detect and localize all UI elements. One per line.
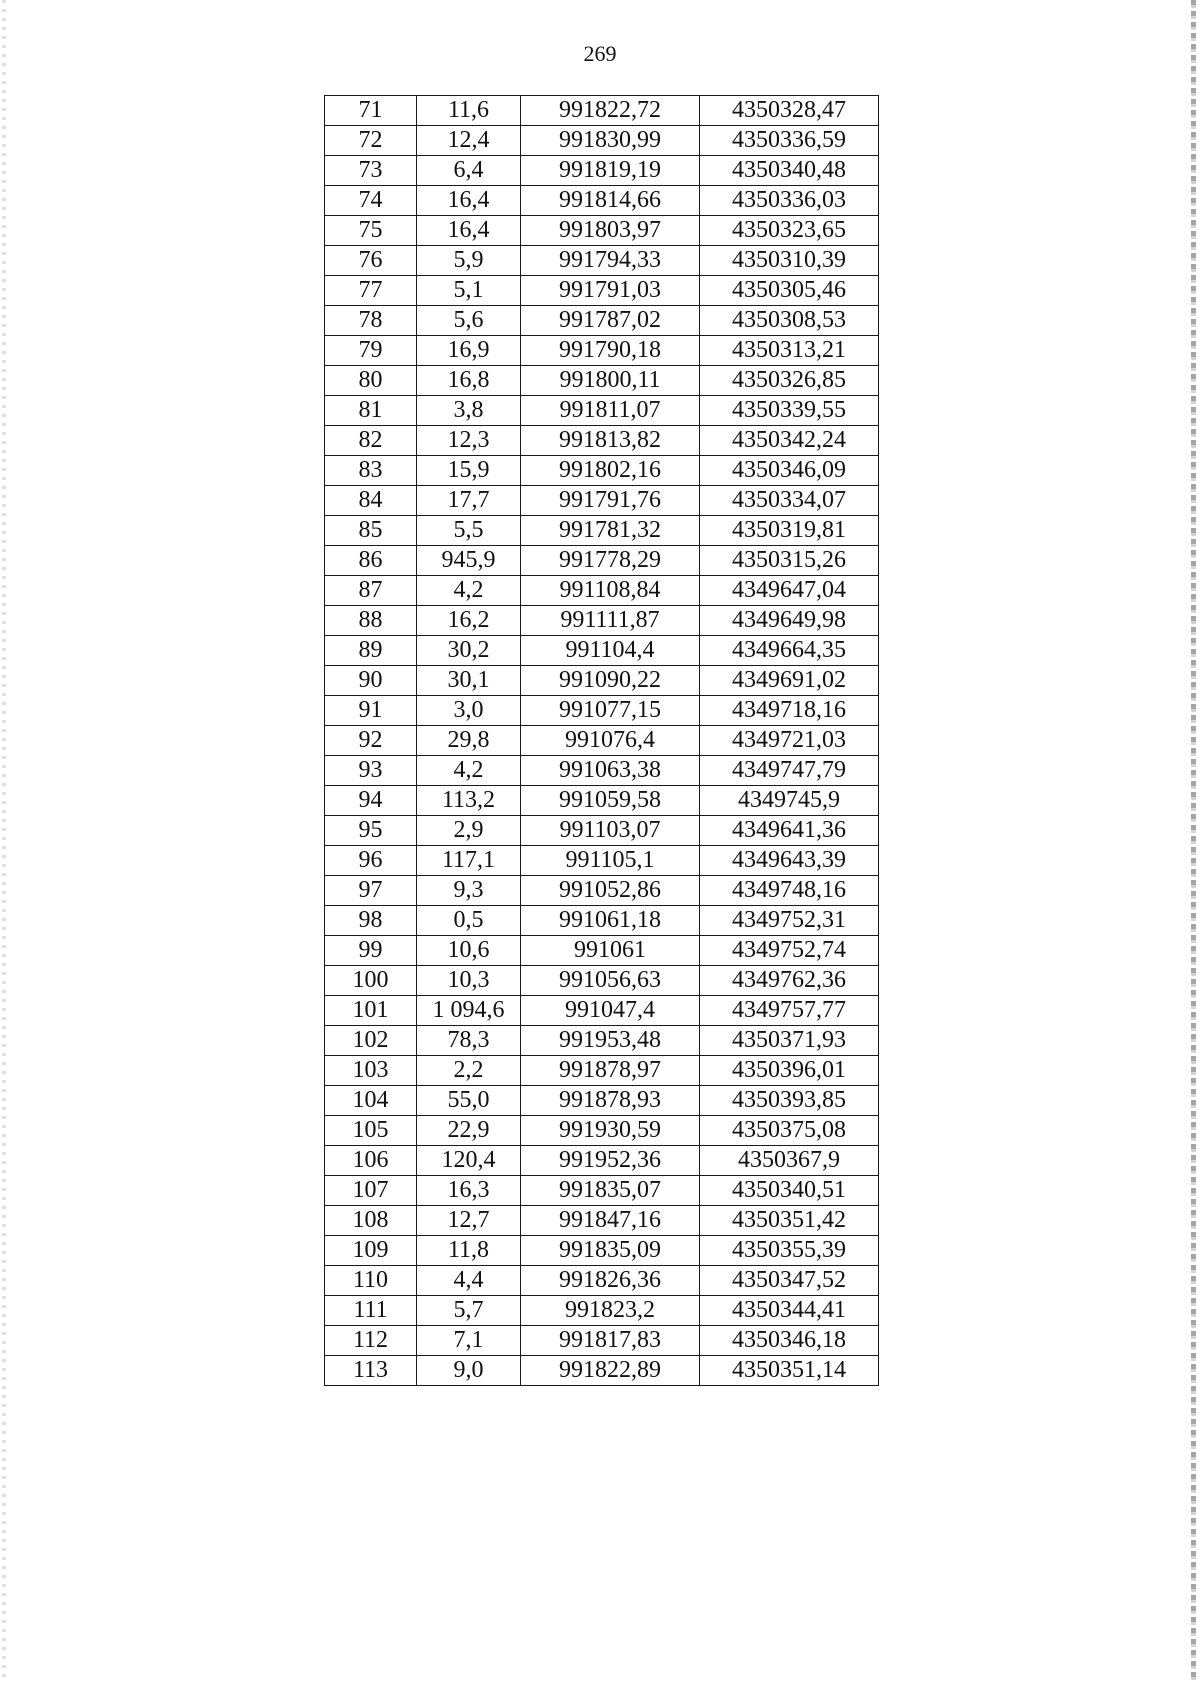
table-row	[325, 756, 879, 786]
x-coordinate-cell: 991817,83	[521, 1326, 700, 1356]
x-coordinate-cell: 991778,29	[521, 546, 700, 576]
x-coordinate-cell: 991930,59	[521, 1116, 700, 1146]
distance-cell: 12,3	[417, 426, 521, 456]
x-coordinate-cell: 991061	[521, 936, 700, 966]
table-row	[325, 306, 879, 336]
point-number-cell: 88	[325, 606, 417, 636]
x-coordinate-cell: 991791,03	[521, 276, 700, 306]
coordinates-table-body	[325, 96, 879, 1386]
x-coordinate-cell: 991878,97	[521, 1056, 700, 1086]
x-coordinate-cell: 991835,09	[521, 1236, 700, 1266]
x-coordinate-cell: 991819,19	[521, 156, 700, 186]
table-row	[325, 1176, 879, 1206]
distance-cell: 4,2	[417, 576, 521, 606]
table-row	[325, 786, 879, 816]
x-coordinate-cell: 991822,89	[521, 1356, 700, 1386]
x-coordinate-cell: 991835,07	[521, 1176, 700, 1206]
x-coordinate-cell: 991108,84	[521, 576, 700, 606]
y-coordinate-cell: 4349643,39	[700, 846, 879, 876]
table-row	[325, 1086, 879, 1116]
y-coordinate-cell: 4350347,52	[700, 1266, 879, 1296]
x-coordinate-cell: 991952,36	[521, 1146, 700, 1176]
distance-cell: 78,3	[417, 1026, 521, 1056]
distance-cell: 16,9	[417, 336, 521, 366]
table-row	[325, 96, 879, 126]
table-row	[325, 816, 879, 846]
distance-cell: 6,4	[417, 156, 521, 186]
distance-cell: 945,9	[417, 546, 521, 576]
x-coordinate-cell: 991822,72	[521, 96, 700, 126]
distance-cell: 55,0	[417, 1086, 521, 1116]
table-row	[325, 456, 879, 486]
y-coordinate-cell: 4350375,08	[700, 1116, 879, 1146]
y-coordinate-cell: 4350336,59	[700, 126, 879, 156]
table-row	[325, 396, 879, 426]
distance-cell: 5,1	[417, 276, 521, 306]
point-number-cell: 99	[325, 936, 417, 966]
y-coordinate-cell: 4350371,93	[700, 1026, 879, 1056]
distance-cell: 113,2	[417, 786, 521, 816]
y-coordinate-cell: 4350393,85	[700, 1086, 879, 1116]
distance-cell: 2,9	[417, 816, 521, 846]
y-coordinate-cell: 4350308,53	[700, 306, 879, 336]
point-number-cell: 106	[325, 1146, 417, 1176]
point-number-cell: 109	[325, 1236, 417, 1266]
point-number-cell: 79	[325, 336, 417, 366]
point-number-cell: 90	[325, 666, 417, 696]
distance-cell: 1 094,6	[417, 996, 521, 1026]
y-coordinate-cell: 4349752,74	[700, 936, 879, 966]
point-number-cell: 86	[325, 546, 417, 576]
point-number-cell: 87	[325, 576, 417, 606]
point-number-cell: 101	[325, 996, 417, 1026]
scan-edge-right	[1191, 0, 1196, 1683]
distance-cell: 10,6	[417, 936, 521, 966]
y-coordinate-cell: 4349718,16	[700, 696, 879, 726]
table-row	[325, 426, 879, 456]
point-number-cell: 77	[325, 276, 417, 306]
x-coordinate-cell: 991090,22	[521, 666, 700, 696]
distance-cell: 3,0	[417, 696, 521, 726]
table-row	[325, 696, 879, 726]
y-coordinate-cell: 4350346,09	[700, 456, 879, 486]
table-row	[325, 1326, 879, 1356]
table-row	[325, 876, 879, 906]
point-number-cell: 96	[325, 846, 417, 876]
table-row	[325, 936, 879, 966]
distance-cell: 16,8	[417, 366, 521, 396]
y-coordinate-cell: 4350340,51	[700, 1176, 879, 1206]
table-row	[325, 156, 879, 186]
table-row	[325, 1206, 879, 1236]
distance-cell: 4,4	[417, 1266, 521, 1296]
y-coordinate-cell: 4350305,46	[700, 276, 879, 306]
y-coordinate-cell: 4350310,39	[700, 246, 879, 276]
y-coordinate-cell: 4350351,42	[700, 1206, 879, 1236]
point-number-cell: 75	[325, 216, 417, 246]
table-row	[325, 186, 879, 216]
distance-cell: 29,8	[417, 726, 521, 756]
y-coordinate-cell: 4349757,77	[700, 996, 879, 1026]
table-row	[325, 966, 879, 996]
distance-cell: 16,2	[417, 606, 521, 636]
point-number-cell: 80	[325, 366, 417, 396]
x-coordinate-cell: 991813,82	[521, 426, 700, 456]
x-coordinate-cell: 991826,36	[521, 1266, 700, 1296]
distance-cell: 7,1	[417, 1326, 521, 1356]
table-row	[325, 636, 879, 666]
y-coordinate-cell: 4350336,03	[700, 186, 879, 216]
distance-cell: 16,3	[417, 1176, 521, 1206]
x-coordinate-cell: 991103,07	[521, 816, 700, 846]
distance-cell: 11,6	[417, 96, 521, 126]
y-coordinate-cell: 4350313,21	[700, 336, 879, 366]
table-row	[325, 546, 879, 576]
table-row	[325, 516, 879, 546]
point-number-cell: 97	[325, 876, 417, 906]
table-row	[325, 486, 879, 516]
x-coordinate-cell: 991781,32	[521, 516, 700, 546]
distance-cell: 10,3	[417, 966, 521, 996]
x-coordinate-cell: 991047,4	[521, 996, 700, 1026]
x-coordinate-cell: 991802,16	[521, 456, 700, 486]
distance-cell: 3,8	[417, 396, 521, 426]
y-coordinate-cell: 4349691,02	[700, 666, 879, 696]
distance-cell: 117,1	[417, 846, 521, 876]
y-coordinate-cell: 4349747,79	[700, 756, 879, 786]
table-row	[325, 846, 879, 876]
y-coordinate-cell: 4350367,9	[700, 1146, 879, 1176]
point-number-cell: 74	[325, 186, 417, 216]
distance-cell: 120,4	[417, 1146, 521, 1176]
distance-cell: 22,9	[417, 1116, 521, 1146]
point-number-cell: 89	[325, 636, 417, 666]
x-coordinate-cell: 991830,99	[521, 126, 700, 156]
distance-cell: 12,4	[417, 126, 521, 156]
point-number-cell: 78	[325, 306, 417, 336]
table-row	[325, 576, 879, 606]
y-coordinate-cell: 4349752,31	[700, 906, 879, 936]
distance-cell: 4,2	[417, 756, 521, 786]
x-coordinate-cell: 991111,87	[521, 606, 700, 636]
x-coordinate-cell: 991104,4	[521, 636, 700, 666]
point-number-cell: 108	[325, 1206, 417, 1236]
table-row	[325, 606, 879, 636]
x-coordinate-cell: 991056,63	[521, 966, 700, 996]
table-row	[325, 366, 879, 396]
distance-cell: 30,2	[417, 636, 521, 666]
table-row	[325, 336, 879, 366]
point-number-cell: 84	[325, 486, 417, 516]
x-coordinate-cell: 991059,58	[521, 786, 700, 816]
distance-cell: 9,0	[417, 1356, 521, 1386]
point-number-cell: 105	[325, 1116, 417, 1146]
distance-cell: 11,8	[417, 1236, 521, 1266]
point-number-cell: 92	[325, 726, 417, 756]
y-coordinate-cell: 4349641,36	[700, 816, 879, 846]
point-number-cell: 71	[325, 96, 417, 126]
point-number-cell: 93	[325, 756, 417, 786]
point-number-cell: 91	[325, 696, 417, 726]
table-row	[325, 1296, 879, 1326]
point-number-cell: 104	[325, 1086, 417, 1116]
distance-cell: 15,9	[417, 456, 521, 486]
x-coordinate-cell: 991076,4	[521, 726, 700, 756]
x-coordinate-cell: 991105,1	[521, 846, 700, 876]
x-coordinate-cell: 991800,11	[521, 366, 700, 396]
table-row	[325, 906, 879, 936]
distance-cell: 5,7	[417, 1296, 521, 1326]
point-number-cell: 98	[325, 906, 417, 936]
distance-cell: 5,9	[417, 246, 521, 276]
x-coordinate-cell: 991063,38	[521, 756, 700, 786]
coordinates-table	[324, 95, 879, 1386]
table-row	[325, 276, 879, 306]
point-number-cell: 103	[325, 1056, 417, 1086]
y-coordinate-cell: 4350340,48	[700, 156, 879, 186]
y-coordinate-cell: 4349664,35	[700, 636, 879, 666]
x-coordinate-cell: 991052,86	[521, 876, 700, 906]
point-number-cell: 76	[325, 246, 417, 276]
distance-cell: 17,7	[417, 486, 521, 516]
x-coordinate-cell: 991814,66	[521, 186, 700, 216]
x-coordinate-cell: 991823,2	[521, 1296, 700, 1326]
table-row	[325, 996, 879, 1026]
point-number-cell: 111	[325, 1296, 417, 1326]
y-coordinate-cell: 4350323,65	[700, 216, 879, 246]
y-coordinate-cell: 4350339,55	[700, 396, 879, 426]
point-number-cell: 82	[325, 426, 417, 456]
table-row	[325, 1236, 879, 1266]
y-coordinate-cell: 4349647,04	[700, 576, 879, 606]
distance-cell: 30,1	[417, 666, 521, 696]
y-coordinate-cell: 4350351,14	[700, 1356, 879, 1386]
y-coordinate-cell: 4350326,85	[700, 366, 879, 396]
distance-cell: 5,6	[417, 306, 521, 336]
point-number-cell: 73	[325, 156, 417, 186]
table-row	[325, 126, 879, 156]
x-coordinate-cell: 991953,48	[521, 1026, 700, 1056]
y-coordinate-cell: 4350346,18	[700, 1326, 879, 1356]
x-coordinate-cell: 991061,18	[521, 906, 700, 936]
x-coordinate-cell: 991077,15	[521, 696, 700, 726]
point-number-cell: 85	[325, 516, 417, 546]
table-row	[325, 1116, 879, 1146]
y-coordinate-cell: 4350315,26	[700, 546, 879, 576]
table-row	[325, 1026, 879, 1056]
table-row	[325, 1056, 879, 1086]
point-number-cell: 110	[325, 1266, 417, 1296]
point-number-cell: 95	[325, 816, 417, 846]
point-number-cell: 81	[325, 396, 417, 426]
distance-cell: 0,5	[417, 906, 521, 936]
x-coordinate-cell: 991811,07	[521, 396, 700, 426]
y-coordinate-cell: 4349748,16	[700, 876, 879, 906]
y-coordinate-cell: 4350396,01	[700, 1056, 879, 1086]
point-number-cell: 112	[325, 1326, 417, 1356]
point-number-cell: 113	[325, 1356, 417, 1386]
x-coordinate-cell: 991847,16	[521, 1206, 700, 1236]
point-number-cell: 72	[325, 126, 417, 156]
distance-cell: 5,5	[417, 516, 521, 546]
point-number-cell: 102	[325, 1026, 417, 1056]
table-row	[325, 1356, 879, 1386]
x-coordinate-cell: 991787,02	[521, 306, 700, 336]
table-row	[325, 1266, 879, 1296]
x-coordinate-cell: 991803,97	[521, 216, 700, 246]
point-number-cell: 94	[325, 786, 417, 816]
x-coordinate-cell: 991790,18	[521, 336, 700, 366]
y-coordinate-cell: 4349721,03	[700, 726, 879, 756]
table-row	[325, 726, 879, 756]
x-coordinate-cell: 991878,93	[521, 1086, 700, 1116]
distance-cell: 16,4	[417, 186, 521, 216]
y-coordinate-cell: 4350328,47	[700, 96, 879, 126]
y-coordinate-cell: 4350344,41	[700, 1296, 879, 1326]
table-row	[325, 666, 879, 696]
distance-cell: 16,4	[417, 216, 521, 246]
y-coordinate-cell: 4350342,24	[700, 426, 879, 456]
scan-edge-left	[2, 0, 6, 1683]
distance-cell: 12,7	[417, 1206, 521, 1236]
distance-cell: 9,3	[417, 876, 521, 906]
x-coordinate-cell: 991791,76	[521, 486, 700, 516]
y-coordinate-cell: 4349649,98	[700, 606, 879, 636]
y-coordinate-cell: 4350319,81	[700, 516, 879, 546]
point-number-cell: 107	[325, 1176, 417, 1206]
table-row	[325, 246, 879, 276]
y-coordinate-cell: 4349762,36	[700, 966, 879, 996]
y-coordinate-cell: 4349745,9	[700, 786, 879, 816]
table-row	[325, 1146, 879, 1176]
y-coordinate-cell: 4350355,39	[700, 1236, 879, 1266]
x-coordinate-cell: 991794,33	[521, 246, 700, 276]
page-number: 269	[583, 41, 617, 66]
point-number-cell: 83	[325, 456, 417, 486]
y-coordinate-cell: 4350334,07	[700, 486, 879, 516]
distance-cell: 2,2	[417, 1056, 521, 1086]
table-row	[325, 216, 879, 246]
point-number-cell: 100	[325, 966, 417, 996]
